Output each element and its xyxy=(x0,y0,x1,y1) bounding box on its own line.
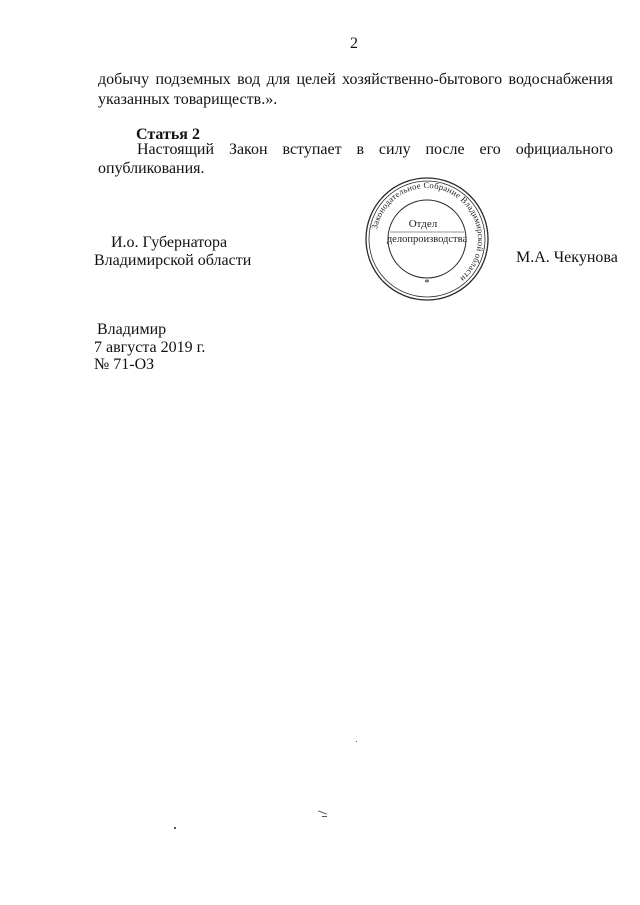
official-stamp xyxy=(357,176,497,306)
stamp-star: * xyxy=(424,278,430,289)
article-line-2: опубликования. xyxy=(98,160,205,177)
footer-number: № 71-ОЗ xyxy=(94,356,155,373)
scan-speck xyxy=(174,827,176,829)
footer-date: 7 августа 2019 г. xyxy=(94,339,206,356)
stamp-center-line-1: Отдел xyxy=(408,218,438,230)
signatory-name: М.А. Чекунова xyxy=(516,249,618,266)
scan-speck xyxy=(356,741,357,742)
footer-city: Владимир xyxy=(97,321,167,338)
stamp-ring-text: Законодательное Собрание Владимирской области xyxy=(369,179,487,285)
signatory-position-line-1: И.о. Губернатора xyxy=(111,234,228,251)
body-line-1: добычу подземных вод для целей хозяйственно-бытового водоснабжения xyxy=(98,71,613,88)
stamp-graphic xyxy=(357,176,497,306)
scan-speck xyxy=(322,816,327,817)
stamp-center-line-2: делопроизводства xyxy=(386,234,468,245)
signatory-position-line-2: Владимирской области xyxy=(94,252,252,269)
article-line-1: Настоящий Закон вступает в силу после его официального xyxy=(137,141,613,158)
scan-speck xyxy=(318,810,327,814)
article-heading: Статья 2 xyxy=(136,126,200,143)
page-number: 2 xyxy=(350,35,358,52)
body-line-2: указанных товариществ.». xyxy=(98,91,278,108)
